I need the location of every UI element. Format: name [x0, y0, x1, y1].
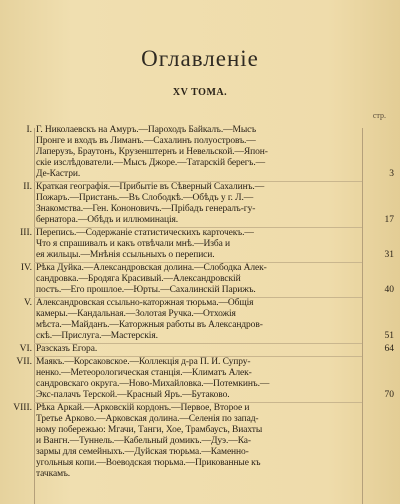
- chapter-number: VII.: [16, 357, 32, 367]
- summary-line: и Вангн.—Туннель.—Кабельный домикъ.—Дуэ.—Ка-: [36, 436, 251, 446]
- summary-line: Перепись.—Содержаніе статистическихъ карточекъ.—: [36, 228, 254, 238]
- page-number: 3: [389, 169, 394, 179]
- summary-line: скѣ.—Прислуга.—Мастерскія.: [36, 331, 158, 341]
- summary-line: Разсказъ Егора.: [36, 344, 98, 354]
- chapter-number: V.: [23, 298, 32, 308]
- page-number: 40: [384, 285, 394, 295]
- summary-line: Пронге и входъ въ Лиманъ.—Сахалинъ полуостровъ.—: [36, 136, 256, 146]
- chapter-summary: [36, 125, 362, 180]
- chapter-number: VIII.: [13, 403, 32, 413]
- summary-line: тачкамъ.: [36, 469, 71, 479]
- summary-line: Рѣка Аркай.—Арковскій кордонъ.—Первое, Второе и: [36, 403, 250, 413]
- right-margin-line: [362, 128, 363, 504]
- chapter-summary: [36, 344, 362, 355]
- chapter-number: VI.: [19, 344, 32, 354]
- page-column-label: стр.: [372, 111, 386, 120]
- summary-line: сандровскаго округа.—Ново-Михайловка.—Потемкинъ.—: [36, 379, 270, 389]
- summary-line: зармы для семейныхъ.—Дуйская тюрьма.—Каменно-: [36, 447, 249, 457]
- summary-line: ея жильцы.—Мнѣнія ссыльныхъ о переписи.: [36, 250, 215, 260]
- chapter-summary: [36, 403, 362, 480]
- summary-line: Что я спрашивалъ и какъ отвѣчали мнѣ.—Изба и: [36, 239, 231, 249]
- page-number: 51: [384, 331, 394, 341]
- summary-line: сандровка.—Бродяга Красивый.—Александровскій: [36, 274, 241, 284]
- chapter-summary: [36, 357, 362, 401]
- summary-line: бернатора.—Обѣдъ и иллюминація.: [36, 215, 179, 225]
- chapter-number: I.: [26, 125, 32, 135]
- summary-line: Третье Арково.—Арковская долина.—Селенія по запад-: [36, 414, 259, 424]
- summary-line: постъ.—Его прошлое.—Юрты.—Сахалинскій Парижъ.: [36, 285, 256, 295]
- summary-line: камеры.—Кандальная.—Золотая Ручка.—Отхожія: [36, 309, 236, 319]
- page-number: 17: [384, 215, 394, 225]
- summary-line: мѣста.—Майданъ.—Каторжныя работы въ Александров-: [36, 320, 263, 330]
- volume-subheading: XV ТОМА.: [172, 87, 228, 98]
- chapter-number: IV.: [20, 263, 32, 273]
- summary-line: угольныя копи.—Воеводская тюрьма.—Прикованные къ: [36, 458, 261, 468]
- summary-line: ненко.—Метеорологическая станція.—Климатъ Алек-: [36, 368, 252, 378]
- summary-line: Г. Николаевскъ на Амуръ.—Пароходъ Байкалъ.—Мысъ: [36, 125, 257, 135]
- summary-line: Маякъ.—Корсаковское.—Коллекція д-ра П. И. Супру-: [36, 357, 251, 367]
- summary-line: Де-Кастри.: [36, 169, 81, 179]
- summary-line: скіе изслѣдователи.—Мысъ Джоре.—Татарскій берегъ.—: [36, 158, 266, 168]
- chapter-summary: [36, 182, 362, 226]
- summary-line: Знакомства.—Ген. Кононовичъ.—Прібадъ генералъ-гу-: [36, 204, 256, 214]
- page-number: 70: [384, 390, 394, 400]
- summary-line: Пожаръ.—Пристань.—Въ Слободкѣ.—Обѣдъ у г. Л.—: [36, 193, 254, 203]
- chapter-number: III.: [20, 228, 32, 238]
- summary-line: Рѣка Дуйка.—Александровская долина.—Слободка Алек-: [36, 263, 267, 273]
- left-margin-line: [34, 128, 35, 504]
- chapter-summary: [36, 228, 362, 261]
- page-number: 31: [384, 250, 394, 260]
- summary-line: Краткая географія.—Прибытіе въ Сѣверный Сахалинъ.—: [36, 182, 265, 192]
- page-heading: Оглавленiе: [141, 46, 259, 71]
- summary-line: Экс-палачъ Терской.—Красный Яръ.—Бутаково.: [36, 390, 230, 400]
- summary-line: Лаперузъ, Браутонъ, Крузенштернъ и Невельской.—Япон-: [36, 147, 268, 157]
- chapter-summary: [36, 298, 362, 342]
- summary-line: ному побережью: Мгачи, Танги, Хое, Трамбаусъ, Виахты: [36, 425, 263, 435]
- chapter-summary: [36, 263, 362, 296]
- chapter-number: II.: [23, 182, 32, 192]
- summary-line: Александровская ссыльно-каторжная тюрьма.—Общія: [36, 298, 254, 308]
- page-number: 64: [384, 344, 394, 354]
